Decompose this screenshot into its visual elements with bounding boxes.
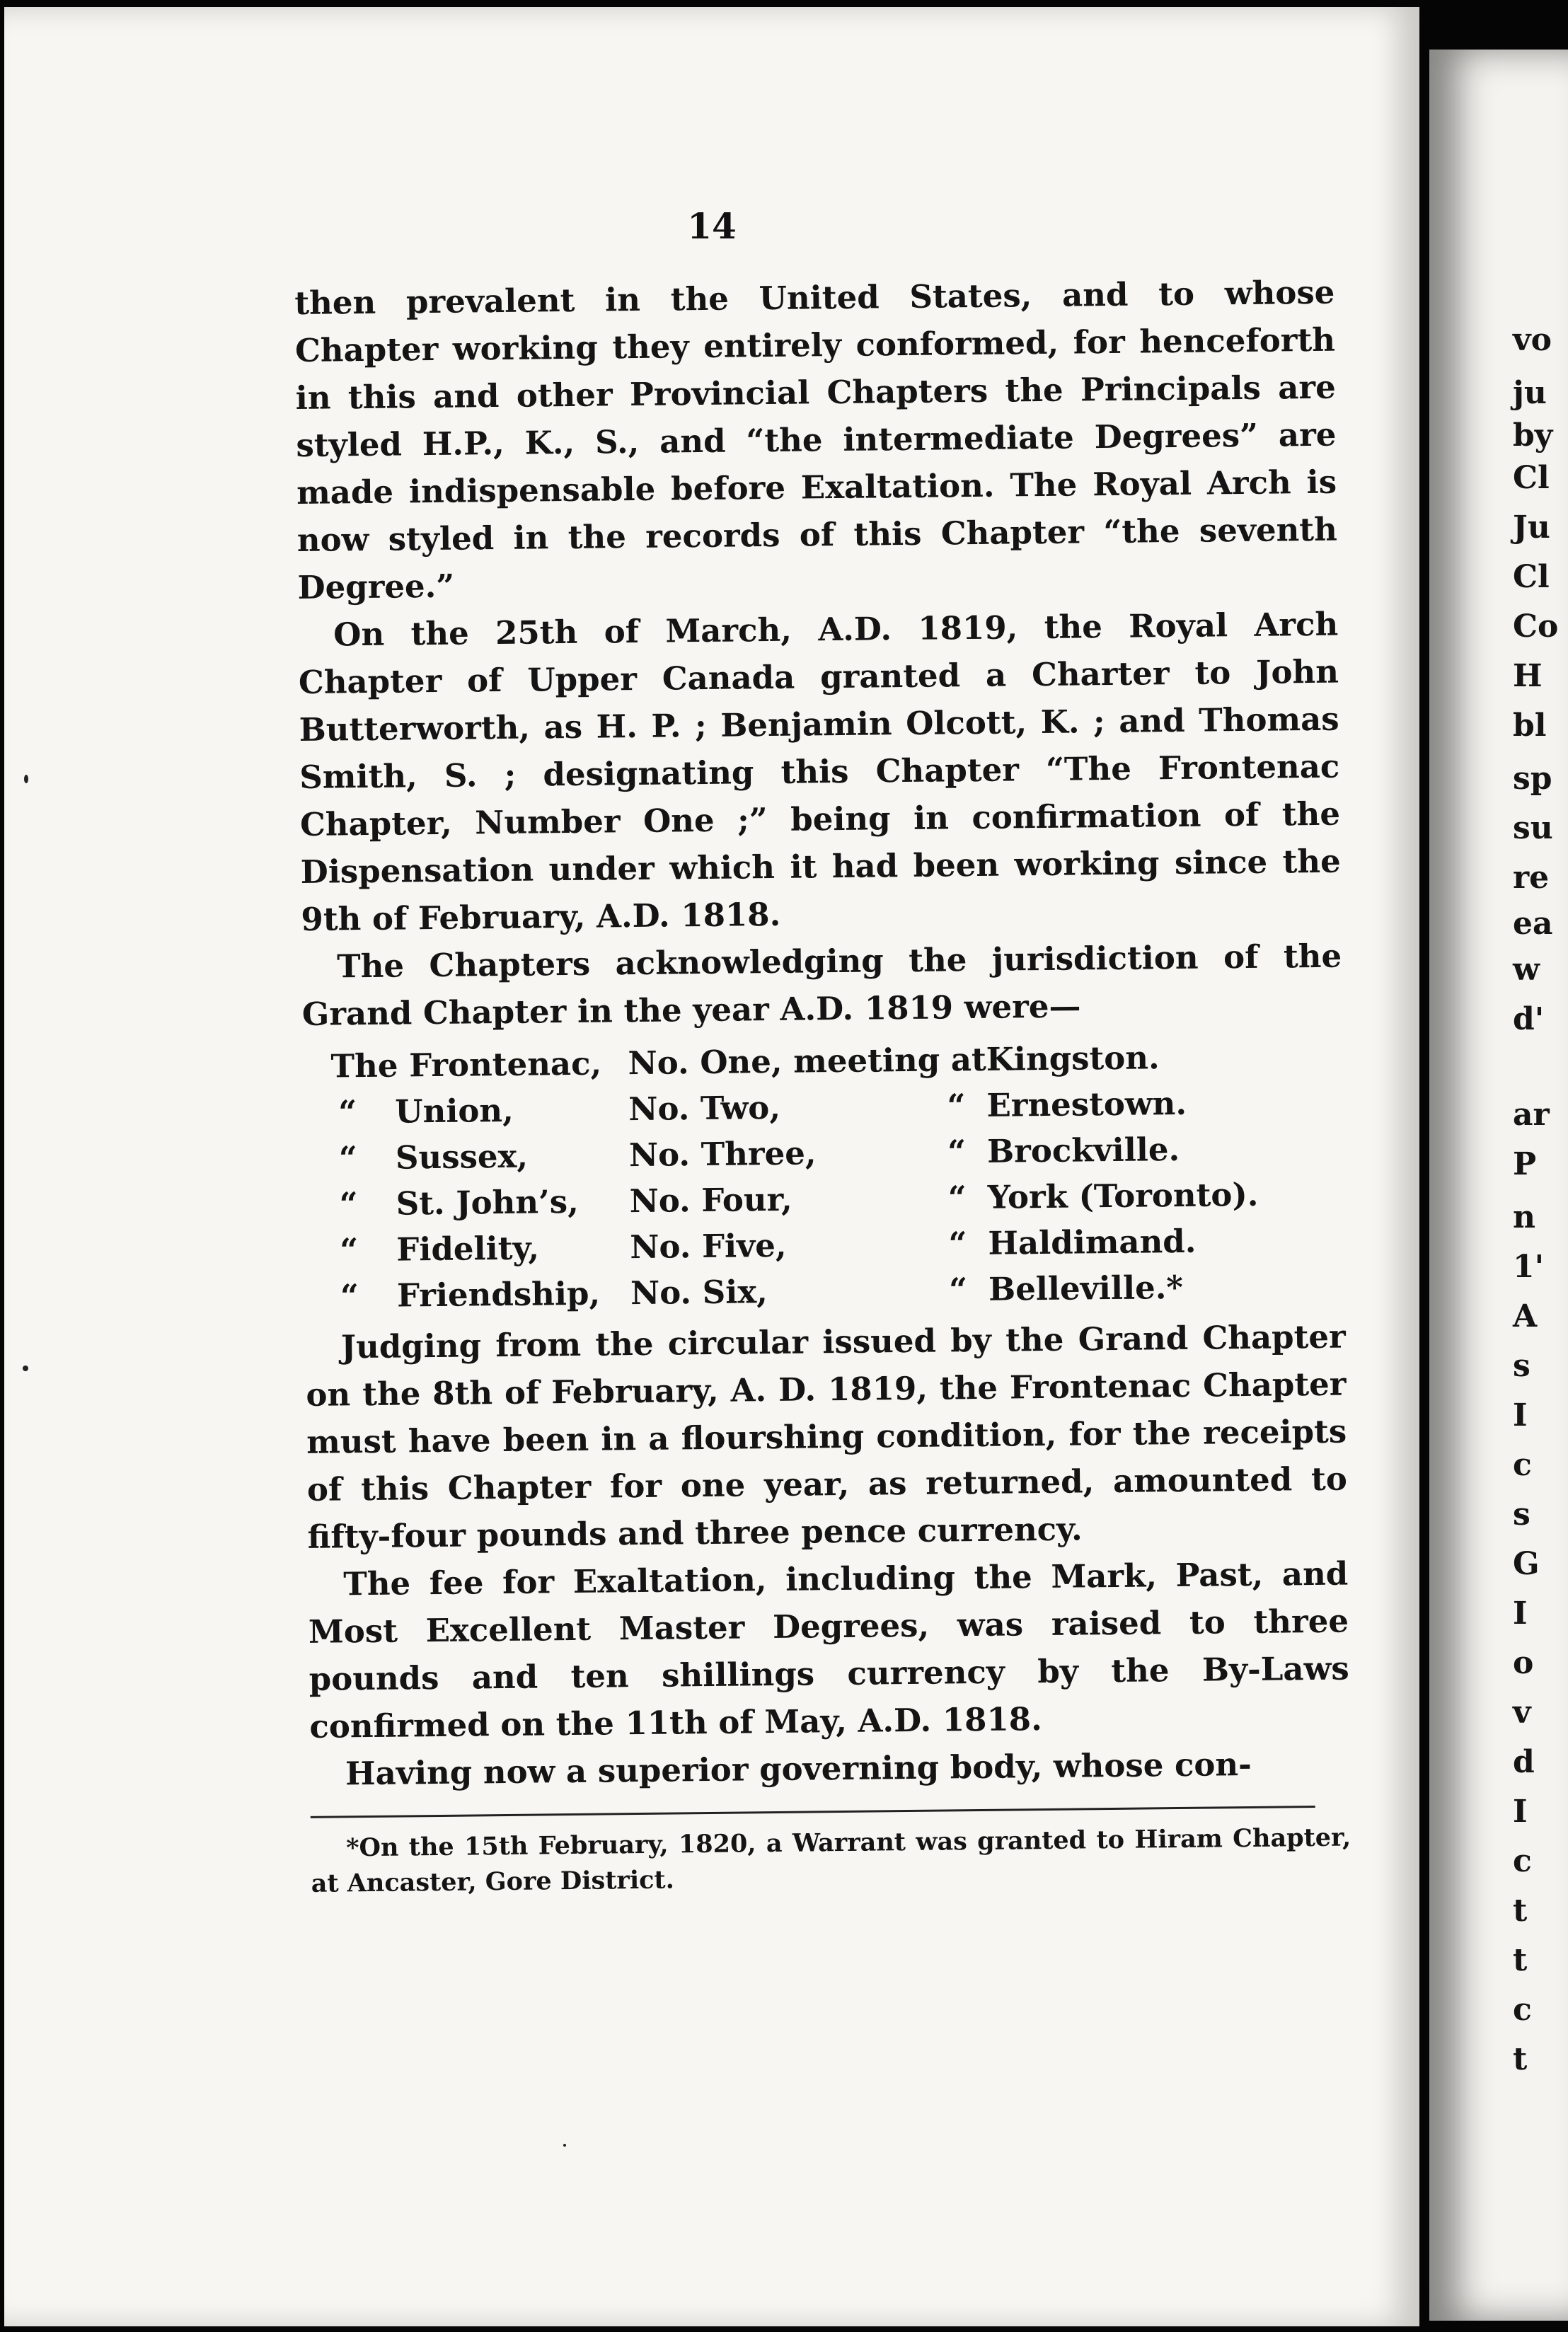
facing-page-fragment: G <box>1513 1546 1540 1582</box>
facing-page-fragment: t <box>1513 1942 1528 1978</box>
chapter-number: No. Six, <box>630 1273 768 1312</box>
paragraph-6: Having now a superior governing body, whose con- <box>345 1745 1252 1793</box>
facing-page-fragment: ju <box>1513 375 1547 411</box>
facing-page-fragment: Co <box>1513 608 1559 645</box>
chapter-place: Belleville.* <box>988 1268 1184 1308</box>
chapter-prefix: “ <box>340 1231 359 1269</box>
chapter-place: Haldimand. <box>988 1222 1197 1262</box>
facing-page-fragment: I <box>1513 1397 1528 1433</box>
chapter-row <box>333 1264 1259 1320</box>
chapter-number: No. Four, <box>629 1180 792 1220</box>
footnote: *On the 15th February, 1820, a Warrant was granted to Hiram Chapter, at Ancaster, Gore District. <box>311 1823 1351 1898</box>
paragraph-4: Judging from the circular issued by the Grand Chapter on the 8th of February, A. D. 1819, the Frontenac Chapter must have been in a flourshing condition, for the receipts of this Chapter for one year, as returned, amounted to fifty-four pounds and three pence currency. <box>306 1317 1348 1556</box>
chapter-name: St. John’s, <box>396 1182 579 1223</box>
facing-page-fragment: w <box>1513 952 1540 988</box>
chapter-number: No. Two, <box>628 1088 781 1129</box>
book-page <box>4 7 1419 2326</box>
facing-page-fragment: Cl <box>1513 460 1550 496</box>
facing-page-fragment: ea <box>1513 906 1553 942</box>
facing-page-fragment: t <box>1513 2041 1528 2077</box>
facing-page-fragment: d' <box>1513 1001 1545 1037</box>
chapter-meeting: “ <box>948 1271 968 1309</box>
facing-page-fragment: d <box>1513 1744 1535 1780</box>
facing-page-fragment: re <box>1513 860 1550 896</box>
paragraph-5: The fee for Exaltation, including the Mark, Past, and Most Excellent Master Degrees, was raised to three pounds and ten shillings currency by the By-Laws confirmed on the 11th of May, A.D. 1818. <box>308 1554 1349 1745</box>
facing-page-fragment: su <box>1513 810 1553 846</box>
facing-page-fragment: t <box>1513 1893 1528 1929</box>
facing-page-fragment: Cl <box>1513 559 1550 595</box>
chapter-meeting: “ <box>947 1133 967 1171</box>
facing-page-fragment: c <box>1513 1992 1532 2028</box>
facing-page-fragment: by <box>1513 417 1553 454</box>
chapter-place: York (Toronto). <box>987 1175 1259 1216</box>
chapter-place: Kingston. <box>986 1039 1160 1078</box>
speck <box>24 775 28 783</box>
chapter-place: Brockville. <box>986 1130 1180 1170</box>
facing-page-fragment: H <box>1513 658 1543 694</box>
chapters-table <box>330 1034 1259 1320</box>
chapter-prefix: “ <box>338 1093 357 1131</box>
paragraph-1: then prevalent in the United States, and to whose Chapter working they entirely conformed, for henceforth in this and other Provincial Chapters the Principals are styled H.P., K., S., and “the intermediate Degrees” are made indispensable before Exaltation. The Royal Arch is now styled in the records of this Chapter “the seventh Degree.” <box>294 273 1338 606</box>
chapter-number: No. One, <box>628 1042 783 1083</box>
paragraph-3: The Chapters acknowledging the jurisdiction of the Grand Chapter in the year A.D. 1819 were— <box>301 937 1342 1033</box>
chapter-place: Ernestown. <box>986 1084 1187 1124</box>
facing-page-fragment: A <box>1513 1298 1538 1334</box>
facing-page-fragment: I <box>1513 1794 1528 1830</box>
facing-page-fragment: 1' <box>1513 1249 1545 1285</box>
facing-page-fragment: s <box>1513 1496 1530 1532</box>
chapter-prefix: “ <box>338 1139 358 1177</box>
facing-page-fragment: sp <box>1513 761 1552 797</box>
chapter-meeting: meeting at <box>792 1040 987 1080</box>
chapter-name: Fidelity, <box>396 1229 540 1269</box>
facing-page-fragment: n <box>1513 1199 1535 1235</box>
facing-page-fragment: bl <box>1513 708 1547 744</box>
speck <box>563 2144 566 2147</box>
facing-page-fragment: c <box>1513 1447 1532 1483</box>
facing-page-fragment: I <box>1513 1595 1528 1632</box>
facing-page-fragment: c <box>1513 1843 1532 1879</box>
footnote-rule <box>311 1806 1315 1818</box>
paragraph-2: On the 25th of March, A.D. 1819, the Royal Arch Chapter of Upper Canada granted a Charter to John Butterworth, as H. P. ; Benjamin Olcott, K. ; and Thomas Smith, S. ; designating this Chapter “The Frontenac Chapter, Number One ;” being in confirmation of the Dispensation under which it had been working since the 9th of February, A.D. 1818. <box>298 605 1341 938</box>
chapter-meeting: “ <box>947 1179 967 1217</box>
page-body <box>294 269 1351 1902</box>
facing-page-fragment: ar <box>1513 1097 1550 1133</box>
chapter-name: Frontenac, <box>408 1044 602 1085</box>
facing-page-fragment: Ju <box>1513 509 1550 546</box>
chapter-number: No. Five, <box>630 1226 787 1266</box>
chapter-number: No. Three, <box>628 1134 817 1174</box>
chapter-name: Sussex, <box>395 1137 529 1177</box>
facing-page-fragment: P <box>1513 1146 1537 1182</box>
facing-page-fragment: v <box>1513 1695 1531 1731</box>
chapter-name: Union, <box>395 1091 514 1131</box>
page-number: 14 <box>687 205 737 247</box>
facing-page-fragment: s <box>1513 1348 1530 1384</box>
speck <box>23 1366 28 1371</box>
facing-page <box>1429 50 1568 2321</box>
facing-page-fragment: o <box>1513 1645 1534 1681</box>
chapter-prefix: The <box>330 1046 398 1085</box>
chapter-prefix: “ <box>339 1185 358 1223</box>
facing-page-fragment: vo <box>1513 322 1552 358</box>
chapter-meeting: “ <box>948 1225 967 1263</box>
chapter-meeting: “ <box>947 1087 966 1125</box>
chapter-name: Friendship, <box>396 1274 601 1315</box>
chapter-prefix: “ <box>340 1277 359 1315</box>
